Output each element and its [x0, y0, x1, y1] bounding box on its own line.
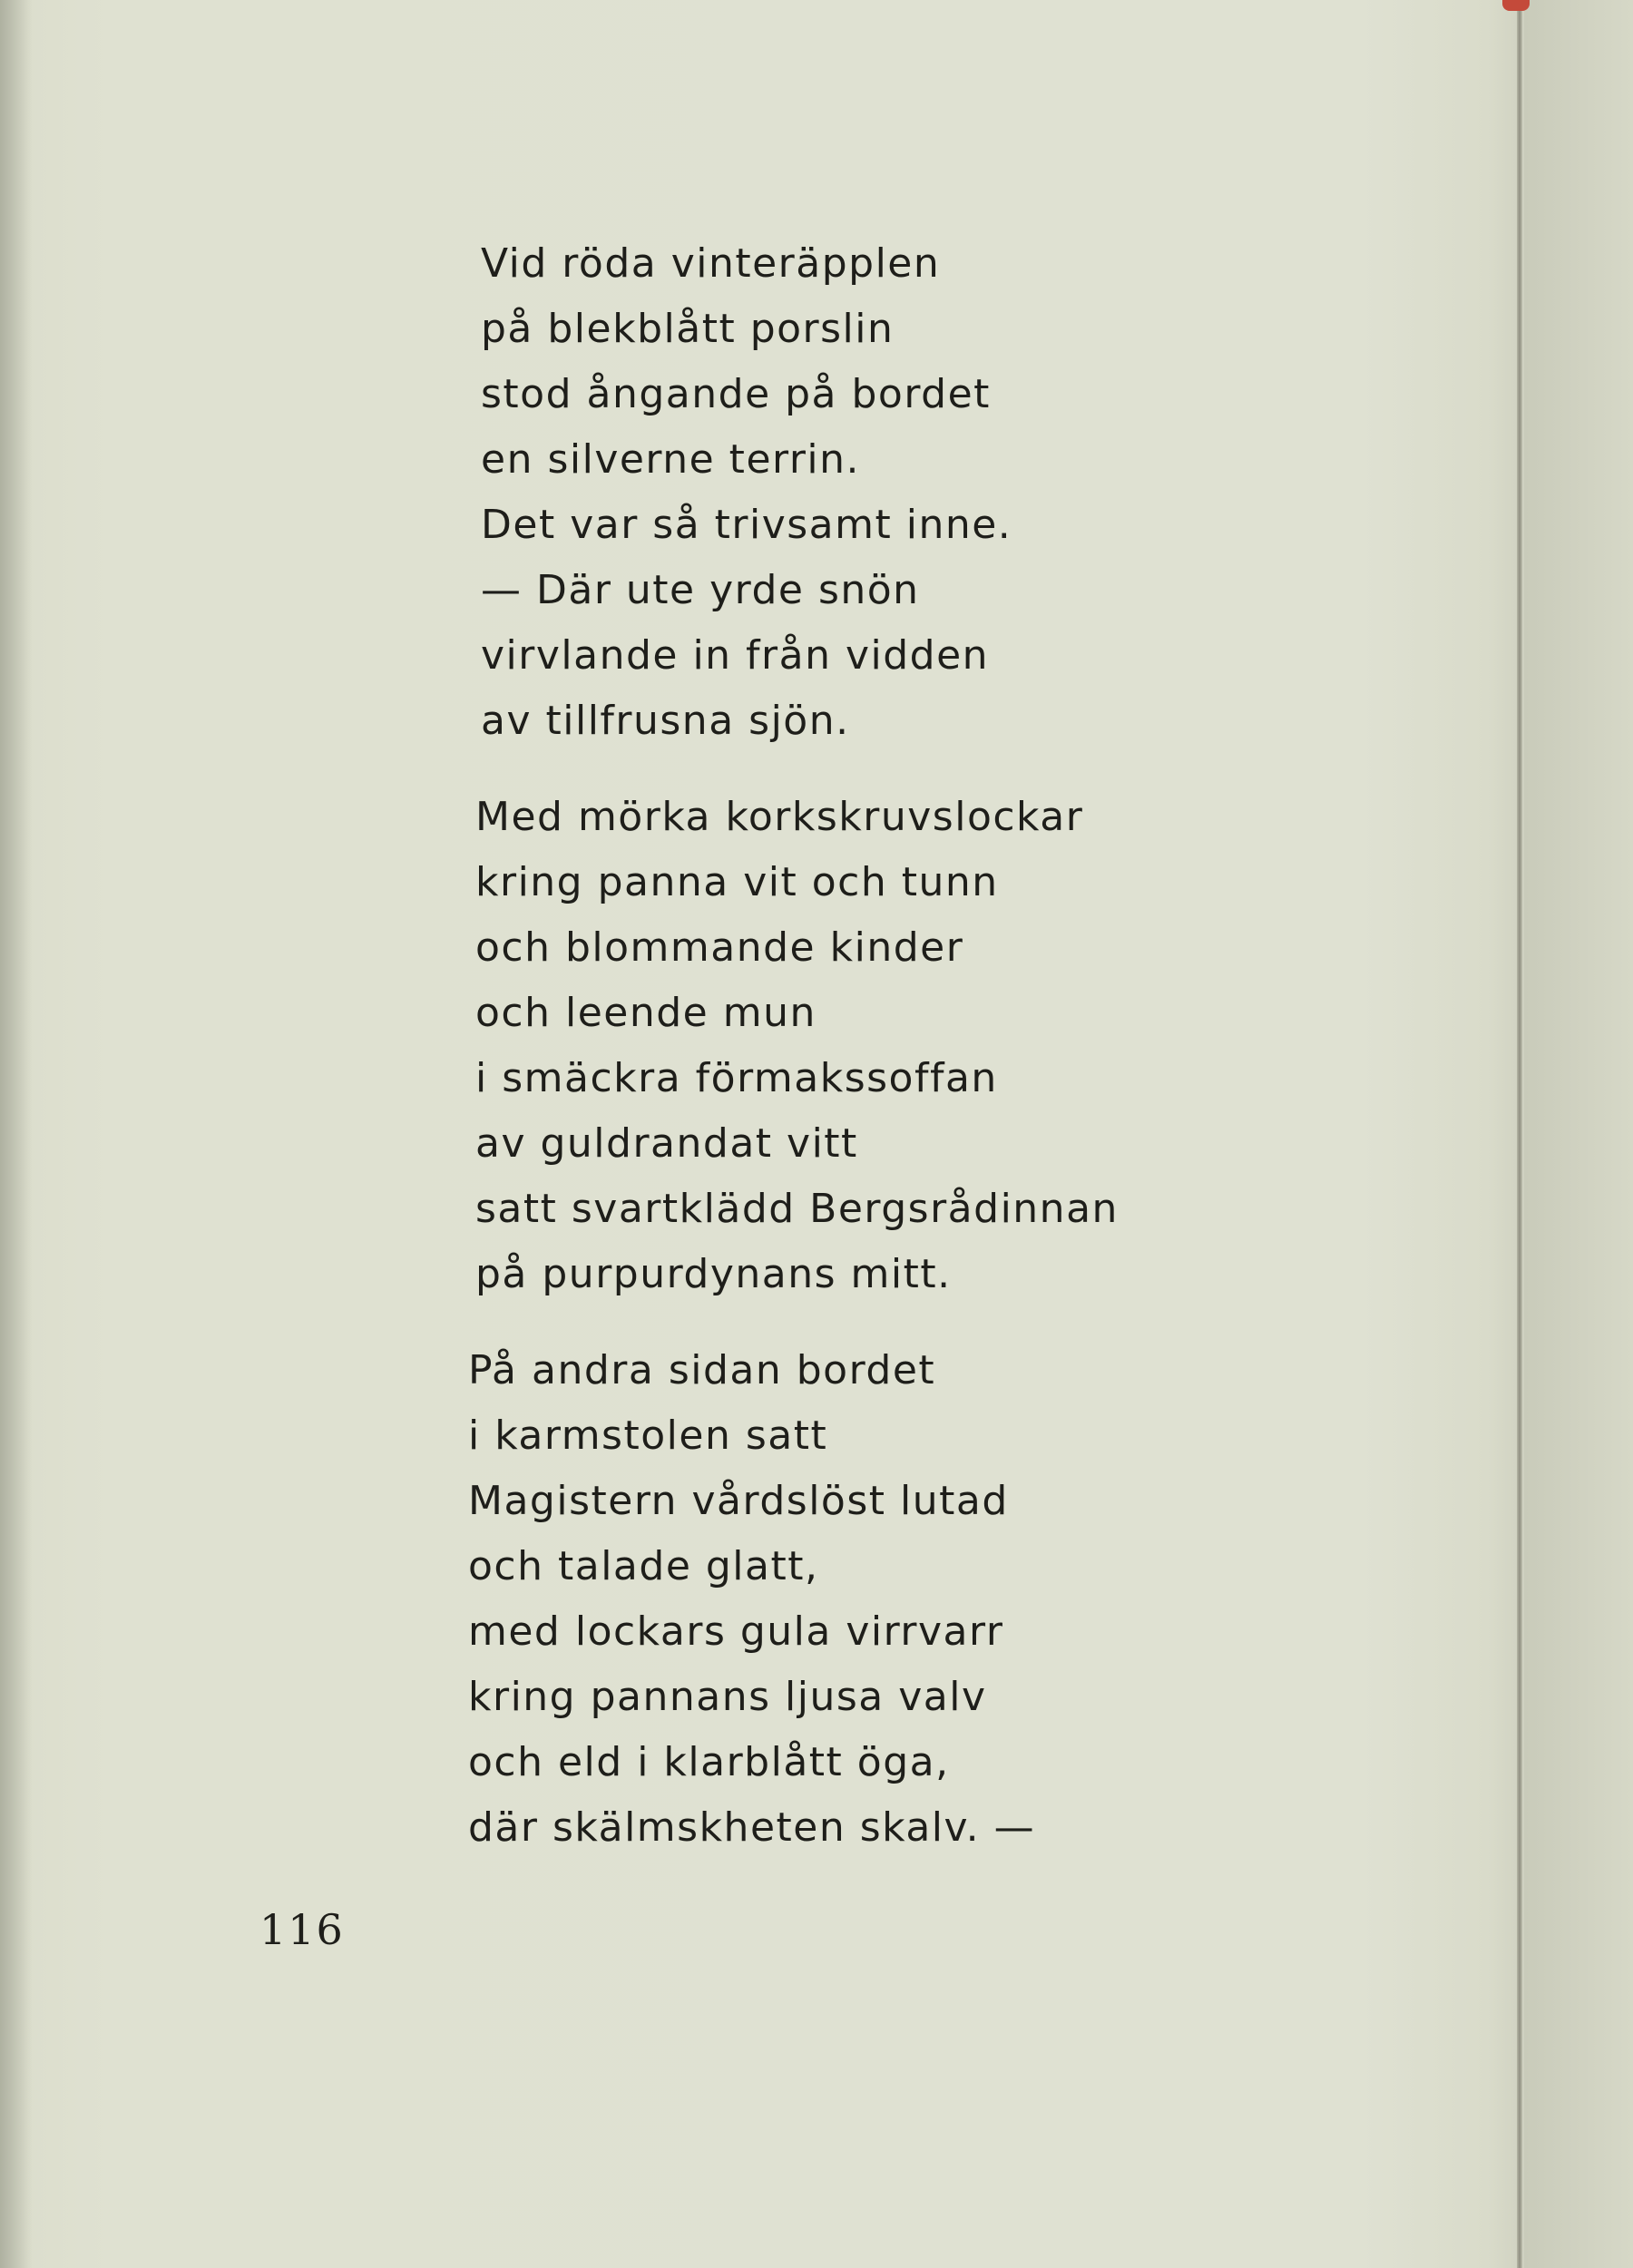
poem-line: i smäckra förmakssoffan: [475, 1055, 998, 1101]
poem-line: på blekblått porslin: [481, 306, 895, 352]
poem-line: med lockars gula virrvarr: [468, 1608, 1004, 1655]
poem-line: — Där ute yrde snön: [481, 567, 920, 613]
poem-line: På andra sidan bordet: [468, 1347, 936, 1393]
page-edge: [1517, 0, 1522, 2268]
poem-line: av tillfrusna sjön.: [481, 698, 850, 744]
poem-line: Magistern vårdslöst lutad: [468, 1478, 1009, 1524]
stanza-3: [468, 1338, 1207, 1861]
poem-line: virvlande in från vidden: [481, 632, 990, 679]
poem-line: kring panna vit och tunn: [475, 859, 999, 905]
poem-line: Det var så trivsamt inne.: [481, 502, 1012, 548]
poem-line: stod ångande på bordet: [481, 371, 991, 417]
poem-line: på purpurdynans mitt.: [475, 1251, 952, 1297]
gutter-shadow: [0, 0, 33, 2268]
poem-line: satt svartklädd Bergsrådinnan: [475, 1186, 1119, 1232]
poem-line: av guldrandat vitt: [475, 1120, 858, 1167]
poem-line: och eld i klarblått öga,: [468, 1739, 950, 1785]
next-page-edge: [1524, 0, 1633, 2268]
poem-line: en silverne terrin.: [481, 436, 861, 483]
corner-mark: [1502, 0, 1530, 11]
poem-line: och leende mun: [475, 990, 816, 1036]
poem-line: kring pannans ljusa valv: [468, 1674, 987, 1720]
poem-line: och talade glatt,: [468, 1543, 819, 1589]
poem: [468, 231, 1207, 1892]
poem-line: där skälmskheten skalv. —: [468, 1804, 1036, 1851]
stanza-1: [481, 231, 1207, 754]
stanza-2: [475, 785, 1207, 1307]
poem-line: Vid röda vinteräpplen: [481, 240, 941, 287]
poem-line: och blommande kinder: [475, 924, 964, 971]
poem-line: i karmstolen satt: [468, 1413, 828, 1459]
page-number: 116: [259, 1905, 345, 1954]
poem-line: Med mörka korkskruvslockar: [475, 794, 1084, 840]
